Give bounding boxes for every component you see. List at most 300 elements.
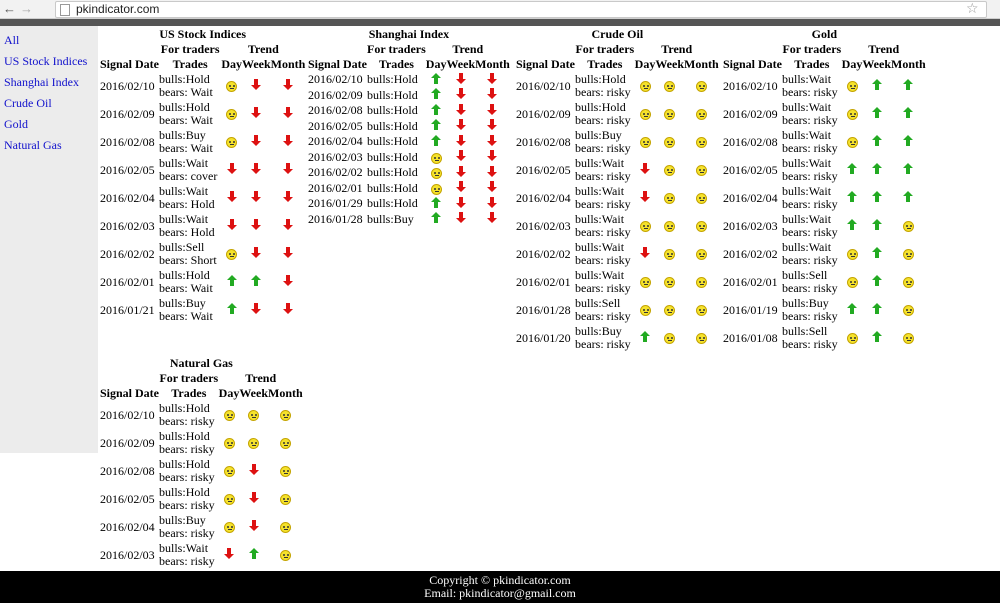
arrow-down-icon <box>224 548 234 562</box>
bulls-advice: bulls:Hold <box>367 87 418 102</box>
week-trend-cell <box>446 103 475 119</box>
arrow-down-icon <box>456 73 466 87</box>
arrow-down-icon <box>487 88 497 102</box>
bulls-advice: bulls:Buy <box>575 324 622 338</box>
arrow-up-icon <box>251 275 261 289</box>
neutral-face-icon <box>696 333 707 344</box>
bears-advice: bears: risky <box>575 85 631 99</box>
day-header: Day <box>425 57 447 71</box>
neutral-face-icon <box>664 165 675 176</box>
bears-advice: bears: risky <box>782 169 838 183</box>
arrow-up-icon <box>872 303 882 317</box>
week-trend-cell <box>446 150 475 166</box>
table-row <box>100 72 305 100</box>
arrow-down-icon <box>283 303 293 317</box>
neutral-face-icon <box>903 249 914 260</box>
signal-date: 2016/01/20 <box>516 330 571 345</box>
trades-cell <box>367 72 426 88</box>
arrow-up-icon <box>640 331 650 345</box>
forward-arrow-icon[interactable]: → <box>20 1 33 16</box>
bears-advice: bears: risky <box>575 113 631 127</box>
neutral-face-icon <box>664 109 675 120</box>
table-row <box>516 268 719 296</box>
arrow-down-icon <box>456 119 466 133</box>
week-header: Week <box>446 57 476 71</box>
arrow-down-icon <box>251 107 261 121</box>
bears-advice: bears: risky <box>159 442 215 456</box>
month-trend-cell <box>271 212 306 240</box>
table-row <box>516 72 719 100</box>
arrow-down-icon <box>283 163 293 177</box>
week-trend-cell <box>862 324 891 352</box>
table-row <box>308 165 510 181</box>
week-trend-cell <box>239 401 268 429</box>
signal-date: 2016/02/08 <box>723 134 778 149</box>
neutral-face-icon <box>224 522 235 533</box>
arrow-up-icon <box>872 107 882 121</box>
signal-date: 2016/02/02 <box>308 165 363 180</box>
neutral-face-icon <box>664 193 675 204</box>
week-trend-cell <box>862 296 891 324</box>
arrow-up-icon <box>872 79 882 93</box>
arrow-up-icon <box>847 191 857 205</box>
signal-date: 2016/02/09 <box>516 106 571 121</box>
day-trend-cell <box>635 324 656 352</box>
table-row <box>516 240 719 268</box>
bulls-advice: bulls:Hold <box>575 100 626 114</box>
indicator-table <box>308 27 510 227</box>
sidebar-link-gold[interactable]: Gold <box>4 117 28 131</box>
bulls-advice: bulls:Wait <box>575 184 625 198</box>
neutral-face-icon <box>664 137 675 148</box>
neutral-face-icon <box>696 193 707 204</box>
day-trend-cell <box>635 128 656 156</box>
arrow-up-icon <box>431 212 441 226</box>
week-trend-cell <box>655 296 684 324</box>
day-header: Day <box>841 57 863 71</box>
panel-shanghai-index <box>308 27 510 227</box>
bears-advice: bears: risky <box>782 337 838 351</box>
signal-date: 2016/01/28 <box>516 302 571 317</box>
bulls-advice: bulls:Wait <box>575 156 625 170</box>
month-trend-cell <box>891 100 926 128</box>
signal-date-header: Signal Date <box>516 57 576 71</box>
day-trend-cell <box>635 296 656 324</box>
bears-advice: bears: risky <box>782 113 838 127</box>
month-trend-cell <box>268 401 303 429</box>
day-header: Day <box>634 57 656 71</box>
trend-header: Trend <box>247 42 279 56</box>
day-trend-cell <box>221 156 242 184</box>
week-trend-cell <box>239 485 268 513</box>
arrow-down-icon <box>283 191 293 205</box>
day-trend-cell <box>842 324 863 352</box>
arrow-up-icon <box>903 163 913 177</box>
signal-date: 2016/01/19 <box>723 302 778 317</box>
sidebar-link-natural-gas[interactable]: Natural Gas <box>4 138 62 152</box>
neutral-face-icon <box>664 81 675 92</box>
month-trend-cell <box>684 184 719 212</box>
sidebar-link-all[interactable]: All <box>4 33 20 47</box>
table-row <box>100 513 303 541</box>
arrow-down-icon <box>283 79 293 93</box>
bears-advice: bears: risky <box>575 309 631 323</box>
month-trend-cell <box>475 181 510 197</box>
trades-cell <box>159 296 221 324</box>
day-trend-cell <box>426 103 447 119</box>
table-row <box>100 156 305 184</box>
neutral-face-icon <box>903 305 914 316</box>
bulls-advice: bulls:Wait <box>782 184 832 198</box>
indicator-table <box>100 27 305 324</box>
week-trend-cell <box>655 324 684 352</box>
address-bar[interactable] <box>55 1 987 18</box>
signal-date: 2016/02/03 <box>100 547 155 562</box>
signal-date: 2016/01/21 <box>100 302 155 317</box>
week-trend-cell <box>862 240 891 268</box>
neutral-face-icon <box>664 221 675 232</box>
trades-cell <box>782 240 842 268</box>
neutral-face-icon <box>847 249 858 260</box>
bulls-advice: bulls:Wait <box>575 212 625 226</box>
signal-date: 2016/02/01 <box>723 274 778 289</box>
bulls-advice: bulls:Hold <box>367 196 418 211</box>
week-trend-cell <box>862 156 891 184</box>
table-row <box>308 181 510 197</box>
signal-date: 2016/02/08 <box>308 103 363 118</box>
trades-cell <box>575 72 635 100</box>
arrow-up-icon <box>431 104 441 118</box>
bulls-advice: bulls:Wait <box>159 541 209 555</box>
month-trend-cell <box>475 212 510 228</box>
bulls-advice: bulls:Hold <box>159 401 210 415</box>
bulls-advice: bulls:Sell <box>782 324 828 338</box>
neutral-face-icon <box>226 137 237 148</box>
day-trend-cell <box>221 212 242 240</box>
bears-advice: bears: Hold <box>159 197 215 211</box>
trades-cell <box>159 184 221 212</box>
signal-date: 2016/02/10 <box>308 72 363 87</box>
day-trend-cell <box>221 128 242 156</box>
bulls-advice: bulls:Hold <box>159 429 210 443</box>
month-trend-cell <box>475 88 510 104</box>
signal-date: 2016/02/04 <box>100 190 155 205</box>
bulls-advice: bulls:Hold <box>159 72 210 86</box>
sidebar-link-shanghai-index[interactable]: Shanghai Index <box>4 75 79 89</box>
day-trend-cell <box>426 72 447 88</box>
trades-cell <box>575 212 635 240</box>
arrow-down-icon <box>487 119 497 133</box>
trades-cell <box>159 128 221 156</box>
neutral-face-icon <box>847 333 858 344</box>
bears-advice: bears: risky <box>782 281 838 295</box>
day-trend-cell <box>842 100 863 128</box>
bulls-advice: bulls:Wait <box>575 240 625 254</box>
month-trend-cell <box>684 72 719 100</box>
bears-advice: bears: risky <box>782 225 838 239</box>
month-trend-cell <box>271 156 306 184</box>
panel-title: US Stock Indices <box>159 27 247 41</box>
month-trend-cell <box>271 296 306 324</box>
neutral-face-icon <box>431 168 442 179</box>
month-trend-cell <box>271 240 306 268</box>
week-trend-cell <box>655 240 684 268</box>
trades-cell <box>367 196 426 212</box>
trades-cell <box>367 212 426 228</box>
week-trend-cell <box>239 457 268 485</box>
table-row <box>100 429 303 457</box>
table-row <box>308 103 510 119</box>
arrow-down-icon <box>249 492 259 506</box>
table-row <box>516 296 719 324</box>
month-header: Month <box>891 57 926 71</box>
table-row <box>723 100 926 128</box>
week-trend-cell <box>446 119 475 135</box>
trades-header: Trades <box>171 386 207 400</box>
footer-copyright: Copyright © pkindicator.com <box>429 573 571 587</box>
trades-cell <box>159 268 221 296</box>
week-trend-cell <box>446 212 475 228</box>
indicator-table <box>723 27 926 352</box>
week-trend-cell <box>446 165 475 181</box>
month-trend-cell <box>891 184 926 212</box>
neutral-face-icon <box>696 249 707 260</box>
signal-date: 2016/02/03 <box>308 149 363 164</box>
table-row <box>516 324 719 352</box>
month-trend-cell <box>271 184 306 212</box>
table-row <box>100 296 305 324</box>
trades-cell <box>782 212 842 240</box>
arrow-down-icon <box>640 191 650 205</box>
for-traders-header: For traders <box>159 371 219 385</box>
trades-cell <box>159 156 221 184</box>
trend-header: Trend <box>452 42 484 56</box>
trades-cell <box>367 134 426 150</box>
page-icon <box>60 4 70 16</box>
table-row <box>308 150 510 166</box>
day-trend-cell <box>842 72 863 100</box>
trades-cell <box>367 88 426 104</box>
week-trend-cell <box>862 212 891 240</box>
neutral-face-icon <box>280 410 291 421</box>
day-trend-cell <box>221 268 242 296</box>
bears-advice: bears: risky <box>575 281 631 295</box>
day-trend-cell <box>219 429 240 457</box>
week-trend-cell <box>862 72 891 100</box>
arrow-up-icon <box>847 303 857 317</box>
day-trend-cell <box>426 196 447 212</box>
bulls-advice: bulls:Wait <box>782 72 832 86</box>
arrow-down-icon <box>456 104 466 118</box>
month-header: Month <box>475 57 510 71</box>
table-row <box>100 128 305 156</box>
day-trend-cell <box>842 156 863 184</box>
month-header: Month <box>684 57 719 71</box>
week-trend-cell <box>242 156 271 184</box>
signal-date: 2016/02/01 <box>308 180 363 195</box>
trend-header: Trend <box>245 371 277 385</box>
arrow-up-icon <box>903 107 913 121</box>
week-header: Week <box>239 386 269 400</box>
panel-crude-oil <box>516 27 719 352</box>
arrow-down-icon <box>249 464 259 478</box>
neutral-face-icon <box>280 522 291 533</box>
neutral-face-icon <box>224 494 235 505</box>
neutral-face-icon <box>431 153 442 164</box>
arrow-down-icon <box>283 219 293 233</box>
bulls-advice: bulls:Sell <box>575 296 621 310</box>
signal-date: 2016/02/05 <box>100 162 155 177</box>
arrow-down-icon <box>487 181 497 195</box>
trades-cell <box>367 150 426 166</box>
month-trend-cell <box>268 541 303 569</box>
arrow-down-icon <box>251 219 261 233</box>
week-trend-cell <box>446 181 475 197</box>
month-trend-cell <box>268 457 303 485</box>
neutral-face-icon <box>903 333 914 344</box>
month-trend-cell <box>684 240 719 268</box>
bulls-advice: bulls:Wait <box>575 268 625 282</box>
month-trend-cell <box>271 128 306 156</box>
table-row <box>100 485 303 513</box>
trades-cell <box>575 184 635 212</box>
signal-date: 2016/02/02 <box>723 246 778 261</box>
month-trend-cell <box>271 100 306 128</box>
arrow-down-icon <box>283 135 293 149</box>
bulls-advice: bulls:Buy <box>367 211 414 226</box>
back-arrow-icon[interactable]: ← <box>3 1 16 16</box>
bears-advice: bears: Wait <box>159 281 213 295</box>
for-traders-header: For traders <box>367 42 426 56</box>
table-row <box>723 156 926 184</box>
week-trend-cell <box>862 184 891 212</box>
signal-date: 2016/02/05 <box>100 491 155 506</box>
neutral-face-icon <box>640 277 651 288</box>
trades-cell <box>782 296 842 324</box>
bulls-advice: bulls:Hold <box>159 100 210 114</box>
bulls-advice: bulls:Buy <box>159 513 206 527</box>
arrow-up-icon <box>872 135 882 149</box>
neutral-face-icon <box>224 410 235 421</box>
month-trend-cell <box>475 196 510 212</box>
bulls-advice: bulls:Hold <box>159 485 210 499</box>
table-row <box>723 72 926 100</box>
bears-advice: bears: risky <box>782 85 838 99</box>
week-trend-cell <box>446 134 475 150</box>
bookmark-star-icon[interactable]: ☆ <box>966 0 979 16</box>
bulls-advice: bulls:Wait <box>782 240 832 254</box>
bears-advice: bears: Wait <box>159 309 213 323</box>
bulls-advice: bulls:Buy <box>782 296 829 310</box>
day-trend-cell <box>221 72 242 100</box>
arrow-down-icon <box>227 191 237 205</box>
month-trend-cell <box>271 268 306 296</box>
arrow-down-icon <box>251 79 261 93</box>
arrow-up-icon <box>872 163 882 177</box>
table-row <box>100 401 303 429</box>
arrow-up-icon <box>227 303 237 317</box>
signal-date: 2016/01/29 <box>308 196 363 211</box>
trend-header: Trend <box>868 42 900 56</box>
week-trend-cell <box>446 88 475 104</box>
trades-cell <box>782 268 842 296</box>
month-trend-cell <box>684 296 719 324</box>
sidebar-link-crude-oil[interactable]: Crude Oil <box>4 96 52 110</box>
table-row <box>516 212 719 240</box>
signal-date: 2016/02/04 <box>308 134 363 149</box>
url-text[interactable]: pkindicator.com <box>76 2 160 16</box>
signal-date: 2016/02/05 <box>723 162 778 177</box>
signal-date: 2016/02/02 <box>516 246 571 261</box>
table-row <box>100 184 305 212</box>
week-trend-cell <box>655 100 684 128</box>
day-trend-cell <box>219 541 240 569</box>
neutral-face-icon <box>696 81 707 92</box>
bulls-advice: bulls:Hold <box>159 268 210 282</box>
week-header: Week <box>862 57 892 71</box>
day-trend-cell <box>221 184 242 212</box>
signal-date: 2016/02/10 <box>723 78 778 93</box>
trades-cell <box>782 100 842 128</box>
week-header: Week <box>242 57 271 71</box>
week-trend-cell <box>862 100 891 128</box>
neutral-face-icon <box>431 184 442 195</box>
trades-header: Trades <box>794 57 830 71</box>
sidebar-link-us-stock-indices[interactable]: US Stock Indices <box>4 54 88 68</box>
bulls-advice: bulls:Hold <box>367 72 418 87</box>
arrow-up-icon <box>847 219 857 233</box>
month-trend-cell <box>891 240 926 268</box>
month-trend-cell <box>684 100 719 128</box>
month-trend-cell <box>684 268 719 296</box>
table-row <box>723 212 926 240</box>
signal-date: 2016/02/09 <box>308 87 363 102</box>
browser-toolbar <box>0 0 1000 19</box>
month-trend-cell <box>268 513 303 541</box>
neutral-face-icon <box>224 466 235 477</box>
week-trend-cell <box>446 72 475 88</box>
bears-advice: bears: risky <box>575 337 631 351</box>
arrow-up-icon <box>431 197 441 211</box>
month-trend-cell <box>271 72 306 100</box>
trades-cell <box>159 485 219 513</box>
bulls-advice: bulls:Wait <box>782 128 832 142</box>
day-header: Day <box>218 386 240 400</box>
table-row <box>100 100 305 128</box>
bulls-advice: bulls:Hold <box>367 180 418 195</box>
month-trend-cell <box>891 296 926 324</box>
bears-advice: bears: Short <box>159 253 217 267</box>
day-header: Day <box>221 57 242 71</box>
trades-cell <box>575 240 635 268</box>
arrow-up-icon <box>249 548 259 562</box>
arrow-up-icon <box>872 247 882 261</box>
table-row <box>100 240 305 268</box>
bulls-advice: bulls:Wait <box>159 156 209 170</box>
week-trend-cell <box>242 72 271 100</box>
day-trend-cell <box>219 401 240 429</box>
signal-date-header: Signal Date <box>100 386 160 400</box>
bears-advice: bears: risky <box>782 141 838 155</box>
month-trend-cell <box>475 119 510 135</box>
table-row <box>516 100 719 128</box>
table-row <box>100 268 305 296</box>
week-trend-cell <box>655 268 684 296</box>
neutral-face-icon <box>640 81 651 92</box>
bears-advice: bears: risky <box>159 470 215 484</box>
bulls-advice: bulls:Hold <box>367 103 418 118</box>
trades-cell <box>782 128 842 156</box>
